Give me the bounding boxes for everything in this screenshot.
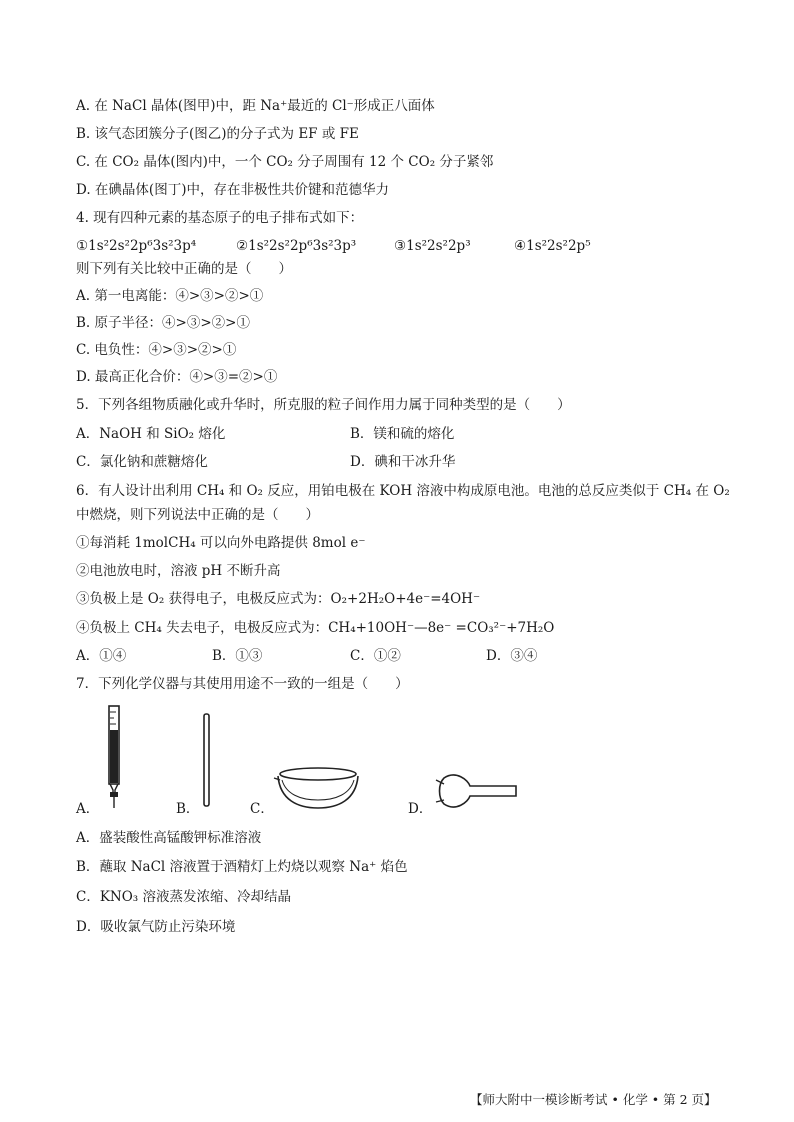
q3-option-a: A. 在 NaCl 晶体(图甲)中，距 Na⁺最近的 Cl⁻形成正八面体 (76, 98, 435, 114)
q7-fig-label-c: C． (250, 801, 274, 817)
q7-option-a: A．盛装酸性高锰酸钾标准溶液 (76, 830, 262, 846)
q6-option-c: C．①② (350, 648, 401, 664)
burette-figure (100, 700, 130, 815)
q4-config-1: ①1s²2s²2p⁶3s²3p⁴ (76, 238, 197, 254)
q7-option-b: B．蘸取 NaCl 溶液置于酒精灯上灼烧以观察 Na⁺ 焰色 (76, 859, 408, 875)
q5-stem: 5．下列各组物质融化或升华时，所克服的粒子间作用力属于同种类型的是（ ） (76, 397, 571, 413)
footer-text: 【师大附中一模诊断考试 • 化学 • 第 2 页】 (470, 1092, 717, 1107)
q4-option-a: A. 第一电离能：④>③>②>① (76, 288, 264, 304)
q7-fig-label-a: A． (76, 801, 100, 817)
q5-option-c: C．氯化钠和蔗糖熔化 (76, 454, 208, 470)
q3-option-b: B. 该气态团簇分子(图乙)的分子式为 EF 或 FE (76, 126, 359, 142)
q6-stem-line1: 6．有人设计出利用 CH₄ 和 O₂ 反应，用铂电极在 KOH 溶液中构成原电池。电池的总反应类似于 CH₄ 在 O₂ (76, 483, 730, 499)
bulb-funnel-figure (434, 772, 524, 812)
q5-option-a: A．NaOH 和 SiO₂ 熔化 (76, 426, 226, 442)
q7-option-c: C．KNO₃ 溶液蒸发浓缩、冷却结晶 (76, 889, 291, 905)
q3-option-d: D. 在碘晶体(图丁)中，存在非极性共价键和范德华力 (76, 182, 389, 198)
q7-option-d: D．吸收氯气防止污染环境 (76, 919, 236, 935)
q6-option-d: D．③④ (486, 648, 538, 664)
q4-config-3: ③1s²2s²2p³ (394, 238, 471, 254)
q4-stem: 4. 现有四种元素的基态原子的电子排布式如下： (76, 210, 364, 226)
q6-item-1: ①每消耗 1molCH₄ 可以向外电路提供 8mol e⁻ (76, 535, 366, 551)
glass-rod-figure (200, 713, 214, 808)
q6-item-4: ④负极上 CH₄ 失去电子，电极反应式为：CH₄+10OH⁻—8e⁻ =CO₃²⁻+7H₂O (76, 620, 555, 636)
q4-ask: 则下列有关比较中正确的是（ ） (76, 261, 292, 277)
q6-item-3: ③负极上是 O₂ 获得电子，电极反应式为：O₂+2H₂O+4e⁻=4OH⁻ (76, 591, 481, 607)
evaporating-dish-figure (272, 764, 366, 814)
q3-option-c: C. 在 CO₂ 晶体(图内)中，一个 CO₂ 分子周围有 12 个 CO₂ 分子紧邻 (76, 154, 494, 170)
q6-option-a: A．①④ (76, 648, 127, 664)
q4-option-b: B. 原子半径：④>③>②>① (76, 315, 250, 331)
q7-fig-label-d: D． (408, 801, 433, 817)
q5-option-d: D．碘和干冰升华 (350, 454, 456, 470)
q5-option-b: B．镁和硫的熔化 (350, 426, 455, 442)
q4-option-c: C. 电负性：④>③>②>① (76, 342, 237, 358)
q6-item-2: ②电池放电时，溶液 pH 不断升高 (76, 563, 281, 579)
q6-option-b: B．①③ (212, 648, 263, 664)
q7-stem: 7．下列化学仪器与其使用用途不一致的一组是（ ） (76, 676, 409, 692)
q4-option-d: D. 最高正化合价：④>③=②>① (76, 369, 278, 385)
q7-fig-label-b: B． (176, 801, 200, 817)
q4-configs (76, 237, 591, 255)
q4-config-4: ④1s²2s²2p⁵ (514, 238, 591, 254)
q6-stem-line2: 中燃烧，则下列说法中正确的是（ ） (76, 507, 319, 523)
q4-config-2: ②1s²2s²2p⁶3s²3p³ (236, 238, 357, 254)
